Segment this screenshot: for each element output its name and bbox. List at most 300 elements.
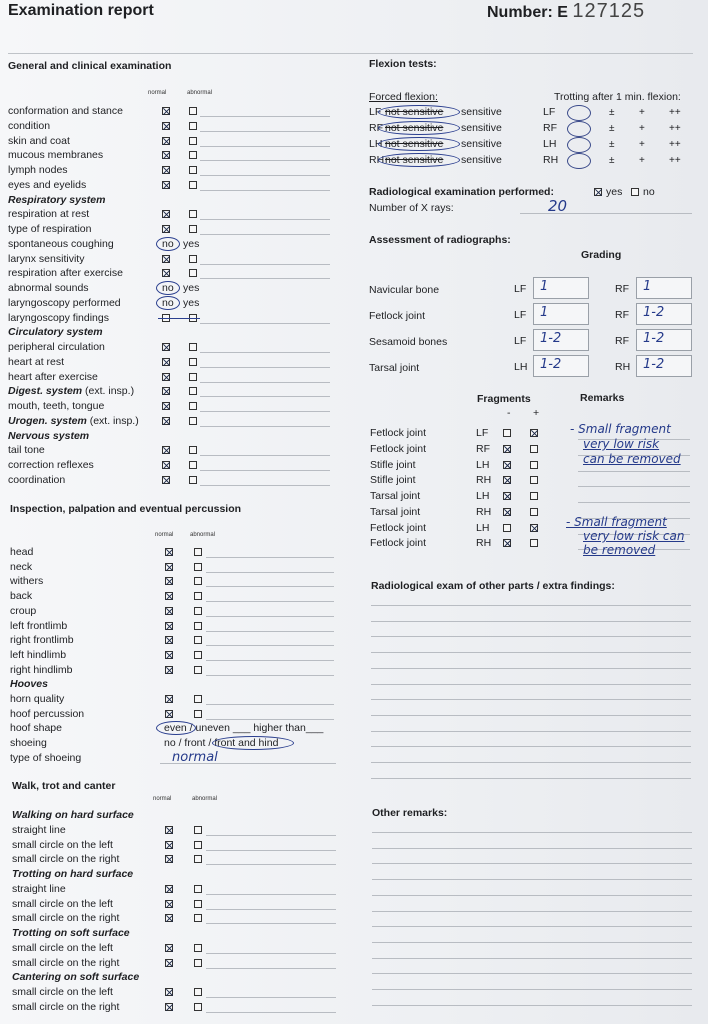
fragment-row-label: Stifle joint xyxy=(370,458,416,471)
inspection-row-label: back xyxy=(10,590,33,603)
strike-line xyxy=(158,318,200,319)
other-remarks-line[interactable] xyxy=(372,942,692,943)
other-parts-title: Radiological exam of other parts / extra findings: xyxy=(371,580,615,592)
general-row-label: correction reflexes xyxy=(8,459,94,471)
fragment-row-label: Fetlock joint xyxy=(370,427,427,439)
abnormal-checkbox[interactable] xyxy=(189,358,197,366)
assessment-left-leg: LF xyxy=(514,335,527,347)
fragment-minus-checkbox[interactable] xyxy=(503,508,511,516)
inspection-section-title: Inspection, palpation and eventual percussion xyxy=(10,503,242,515)
other-parts-line[interactable] xyxy=(371,762,691,763)
inspection-row-label: hoof shape xyxy=(10,722,62,735)
sensitive-option[interactable]: sensitive xyxy=(461,138,502,150)
normal-checkbox[interactable] xyxy=(162,387,170,395)
not-sensitive-option[interactable]: not sensitive xyxy=(385,138,444,150)
normal-checkbox[interactable] xyxy=(162,358,170,366)
notes-line xyxy=(206,616,334,617)
radiological-no-checkbox[interactable] xyxy=(631,188,639,196)
grade-left-box[interactable] xyxy=(533,303,589,325)
general-row-label: condition xyxy=(8,119,51,132)
notes-line xyxy=(206,968,336,969)
normal-checkbox[interactable] xyxy=(162,225,170,233)
inspection-col-normal: normal xyxy=(155,532,174,538)
normal-checkbox[interactable] xyxy=(165,988,173,996)
abnormal-checkbox[interactable] xyxy=(194,563,202,571)
abnormal-checkbox[interactable] xyxy=(189,343,197,351)
fragment-minus-checkbox[interactable] xyxy=(503,524,511,532)
fragments-minus: - xyxy=(507,407,511,419)
general-subheading: Nervous system xyxy=(8,429,90,442)
walk-row-label: small circle on the left xyxy=(12,986,113,998)
flexion-leg: LF xyxy=(543,106,556,118)
fragment-leg: LH xyxy=(476,521,490,534)
other-remarks-line[interactable] xyxy=(372,895,692,896)
normal-checkbox[interactable] xyxy=(165,841,173,849)
flexion-leg: LH xyxy=(543,138,557,150)
abnormal-checkbox[interactable] xyxy=(189,151,197,159)
notes-line xyxy=(206,953,336,954)
normal-checkbox[interactable] xyxy=(162,417,170,425)
report-number xyxy=(487,0,645,23)
grade-right-box[interactable] xyxy=(636,329,692,351)
normal-checkbox[interactable] xyxy=(165,563,173,571)
fragment-minus-checkbox[interactable] xyxy=(503,429,511,437)
other-remarks-line[interactable] xyxy=(372,848,692,849)
general-row-label: abnormal sounds xyxy=(8,282,89,294)
radiological-performed-label: Radiological examination performed: xyxy=(369,186,554,198)
general-row-label: spontaneous coughing xyxy=(8,237,114,250)
grade-right-value: 1-2 xyxy=(643,305,665,320)
not-sensitive-option[interactable]: not sensitive xyxy=(385,154,444,166)
notes-line xyxy=(206,660,334,661)
normal-checkbox[interactable] xyxy=(162,269,170,277)
notes-line xyxy=(200,485,330,486)
notes-line xyxy=(206,719,334,720)
fragment-minus-checkbox[interactable] xyxy=(503,492,511,500)
fragment-row-label: Stifle joint xyxy=(370,474,416,487)
inspection-row-label: right frontlimb xyxy=(10,634,74,647)
grade-right-box[interactable] xyxy=(636,355,692,377)
general-subheading: Circulatory system xyxy=(8,326,103,339)
other-remarks-title: Other remarks: xyxy=(372,807,448,819)
choice-no[interactable]: no xyxy=(162,296,174,309)
fragment-minus-checkbox[interactable] xyxy=(503,445,511,453)
abnormal-checkbox[interactable] xyxy=(194,710,202,718)
other-parts-line[interactable] xyxy=(371,652,691,653)
normal-checkbox[interactable] xyxy=(162,107,170,115)
other-parts-line[interactable] xyxy=(371,605,691,606)
abnormal-checkbox[interactable] xyxy=(194,622,202,630)
abnormal-checkbox[interactable] xyxy=(189,461,197,469)
fragment-minus-checkbox[interactable] xyxy=(503,461,511,469)
abnormal-checkbox[interactable] xyxy=(194,695,202,703)
other-remarks-line[interactable] xyxy=(372,911,692,912)
other-parts-line[interactable] xyxy=(371,699,691,700)
abnormal-checkbox[interactable] xyxy=(194,548,202,556)
normal-checkbox[interactable] xyxy=(165,914,173,922)
choice-yes[interactable]: yes xyxy=(183,282,200,294)
walk-row-label: small circle on the right xyxy=(12,1000,120,1013)
notes-line xyxy=(200,234,330,235)
normal-checkbox[interactable] xyxy=(165,1003,173,1011)
other-remarks-line[interactable] xyxy=(372,879,692,880)
fragment-remark[interactable]: - Small fragment xyxy=(566,515,667,529)
normal-checkbox[interactable] xyxy=(162,446,170,454)
sensitive-option[interactable]: sensitive xyxy=(461,106,502,118)
fragment-remark[interactable]: be removed xyxy=(583,543,656,557)
general-row-label: mucous membranes xyxy=(8,149,104,162)
choice-yes[interactable]: yes xyxy=(183,296,200,309)
general-row-label: peripheral circulation xyxy=(8,341,105,353)
abnormal-checkbox[interactable] xyxy=(194,959,202,967)
fragments-title: Fragments xyxy=(477,393,531,405)
abnormal-checkbox[interactable] xyxy=(189,269,197,277)
abnormal-checkbox[interactable] xyxy=(194,607,202,615)
inspection-row-label: neck xyxy=(10,560,33,573)
abnormal-checkbox[interactable] xyxy=(194,577,202,585)
abnormal-checkbox[interactable] xyxy=(189,107,197,115)
inspection-row-value[interactable]: no / front / front and hind xyxy=(164,737,279,750)
inspection-row-label: croup xyxy=(10,604,37,617)
abnormal-checkbox[interactable] xyxy=(194,841,202,849)
flexion-grade[interactable]: + xyxy=(639,123,645,134)
notes-line xyxy=(206,586,334,587)
sensitive-option[interactable]: sensitive xyxy=(461,154,502,166)
grade-left-value: 1 xyxy=(540,305,549,320)
general-subheading xyxy=(8,385,134,397)
fragment-remark[interactable]: can be removed xyxy=(583,452,681,466)
fragment-minus-checkbox[interactable] xyxy=(503,476,511,484)
assessment-left-leg: LH xyxy=(514,361,528,373)
abnormal-checkbox[interactable] xyxy=(189,373,197,381)
fragment-plus-checkbox[interactable] xyxy=(530,476,538,484)
assessment-right-leg: RF xyxy=(615,283,629,295)
other-parts-line[interactable] xyxy=(371,636,691,637)
forced-flexion-label: Forced flexion: xyxy=(369,91,438,103)
trotting-result-circle[interactable] xyxy=(567,137,591,153)
radiological-no-label: no xyxy=(643,186,655,198)
grade-right-box[interactable] xyxy=(636,303,692,325)
fragment-minus-checkbox[interactable] xyxy=(503,539,511,547)
abnormal-checkbox[interactable] xyxy=(194,666,202,674)
inspection-row-label: left hindlimb xyxy=(10,648,67,661)
normal-checkbox[interactable] xyxy=(165,710,173,718)
other-parts-line[interactable] xyxy=(371,668,691,669)
grade-left-box[interactable] xyxy=(533,277,589,299)
normal-checkbox[interactable] xyxy=(165,900,173,908)
notes-line xyxy=(206,864,336,865)
notes-line xyxy=(200,426,330,427)
fragments-plus: + xyxy=(533,407,540,419)
abnormal-checkbox[interactable] xyxy=(189,255,197,263)
other-remarks-line[interactable] xyxy=(372,1005,692,1006)
fragment-leg: LH xyxy=(476,458,490,471)
choice-no[interactable]: no xyxy=(162,237,174,250)
abnormal-checkbox[interactable] xyxy=(189,446,197,454)
fragment-leg: RH xyxy=(476,474,492,487)
abnormal-checkbox[interactable] xyxy=(194,1003,202,1011)
abnormal-checkbox[interactable] xyxy=(189,225,197,233)
notes-line xyxy=(200,264,330,265)
fragment-row-label: Fetlock joint xyxy=(370,521,427,534)
remarks-line xyxy=(578,471,690,472)
assessment-left-leg: LF xyxy=(514,283,527,295)
abnormal-checkbox[interactable] xyxy=(189,402,197,410)
assessment-row-label: Navicular bone xyxy=(369,284,440,296)
notes-line xyxy=(206,675,334,676)
notes-line xyxy=(206,923,336,924)
normal-checkbox[interactable] xyxy=(165,944,173,952)
choice-no[interactable]: no xyxy=(162,282,174,294)
abnormal-checkbox[interactable] xyxy=(194,826,202,834)
general-row-label: conformation and stance xyxy=(8,105,123,117)
normal-checkbox[interactable] xyxy=(162,373,170,381)
xrays-line xyxy=(520,213,692,214)
general-row-label: lymph nodes xyxy=(8,164,68,176)
notes-line xyxy=(200,116,330,117)
normal-checkbox[interactable] xyxy=(165,651,173,659)
subheading-suffix: (ext. insp.) xyxy=(89,414,139,427)
other-remarks-line[interactable] xyxy=(372,973,692,974)
notes-line xyxy=(206,645,334,646)
abnormal-checkbox[interactable] xyxy=(194,900,202,908)
normal-checkbox[interactable] xyxy=(162,476,170,484)
abnormal-checkbox[interactable] xyxy=(194,855,202,863)
not-sensitive-circle xyxy=(378,121,460,135)
abnormal-checkbox[interactable] xyxy=(189,137,197,145)
normal-checkbox[interactable] xyxy=(162,166,170,174)
other-parts-line[interactable] xyxy=(371,621,691,622)
abnormal-checkbox[interactable] xyxy=(194,885,202,893)
normal-checkbox[interactable] xyxy=(162,137,170,145)
other-remarks-line[interactable] xyxy=(372,989,692,990)
normal-checkbox[interactable] xyxy=(165,592,173,600)
remarks-line xyxy=(578,486,690,487)
not-sensitive-circle xyxy=(378,105,460,119)
fragment-plus-checkbox[interactable] xyxy=(530,524,538,532)
trotting-result-circle[interactable] xyxy=(567,121,591,137)
other-parts-line[interactable] xyxy=(371,684,691,685)
general-row-label: tail tone xyxy=(8,444,45,457)
fragment-row-label: Tarsal joint xyxy=(370,490,421,502)
notes-line xyxy=(206,704,334,705)
abnormal-checkbox[interactable] xyxy=(194,592,202,600)
fragment-plus-checkbox[interactable] xyxy=(530,445,538,453)
grade-right-box[interactable] xyxy=(636,277,692,299)
walk-col-abnormal: abnormal xyxy=(192,796,218,802)
grading-label: Grading xyxy=(581,249,622,261)
normal-checkbox[interactable] xyxy=(165,548,173,556)
notes-line xyxy=(200,131,330,132)
other-parts-line[interactable] xyxy=(371,715,691,716)
notes-line xyxy=(200,470,330,471)
notes-line xyxy=(206,601,334,602)
general-row-label: coordination xyxy=(8,473,66,486)
fragment-plus-checkbox[interactable] xyxy=(530,508,538,516)
general-row-label: laryngoscopy findings xyxy=(8,311,109,324)
inspection-row-label: left frontlimb xyxy=(10,619,68,632)
fragment-plus-checkbox[interactable] xyxy=(530,492,538,500)
notes-line xyxy=(206,631,334,632)
fragment-leg: RH xyxy=(476,505,492,518)
normal-checkbox[interactable] xyxy=(165,607,173,615)
other-remarks-line[interactable] xyxy=(372,863,692,864)
flexion-grade[interactable]: ++ xyxy=(669,107,681,118)
notes-line xyxy=(200,219,330,220)
walk-subheading: Trotting on soft surface xyxy=(12,927,130,939)
inspection-col-abnormal: abnormal xyxy=(190,532,216,538)
notes-line xyxy=(200,190,330,191)
assessment-title: Assessment of radiographs: xyxy=(369,234,511,246)
notes-line xyxy=(206,894,336,895)
not-sensitive-circle xyxy=(378,153,460,167)
grade-right-value: 1-2 xyxy=(643,331,665,346)
notes-line xyxy=(200,352,330,353)
other-parts-line[interactable] xyxy=(371,746,691,747)
flexion-grade[interactable]: ± xyxy=(609,107,615,118)
general-row-label: heart at rest xyxy=(8,355,65,368)
abnormal-checkbox[interactable] xyxy=(194,988,202,996)
walk-subheading: Trotting on hard surface xyxy=(12,868,134,880)
general-row-label: skin and coat xyxy=(8,134,70,147)
flexion-grade[interactable]: ++ xyxy=(669,155,681,166)
notes-line xyxy=(206,835,336,836)
abnormal-checkbox[interactable] xyxy=(189,181,197,189)
not-sensitive-option[interactable]: not sensitive xyxy=(385,106,444,118)
walk-row-label: small circle on the left xyxy=(12,897,113,910)
grade-left-box[interactable] xyxy=(533,329,589,351)
sensitive-option[interactable]: sensitive xyxy=(461,122,502,134)
fragment-row-label: Tarsal joint xyxy=(370,505,421,518)
assessment-row-label: Sesamoid bones xyxy=(369,336,448,348)
grade-left-box[interactable] xyxy=(533,355,589,377)
notes-line xyxy=(200,367,330,368)
flexion-prefix: LH xyxy=(369,138,383,150)
general-subheading xyxy=(8,415,139,427)
grade-right-value: 1 xyxy=(643,279,652,294)
radiological-yes-checkbox[interactable] xyxy=(594,188,602,196)
fragment-plus-checkbox[interactable] xyxy=(530,461,538,469)
inspection-row-label: shoeing xyxy=(10,737,47,750)
other-remarks-line[interactable] xyxy=(372,926,692,927)
shoeing-type-value[interactable]: normal xyxy=(172,749,218,765)
notes-line xyxy=(200,160,330,161)
abnormal-checkbox[interactable] xyxy=(189,166,197,174)
walk-row-label: small circle on the right xyxy=(12,956,120,969)
other-remarks-line[interactable] xyxy=(372,832,692,833)
flexion-prefix: RH xyxy=(369,154,385,166)
grade-right-value: 1-2 xyxy=(643,357,665,372)
other-remarks-line[interactable] xyxy=(372,958,692,959)
fragment-leg: LF xyxy=(476,427,489,439)
abnormal-checkbox[interactable] xyxy=(194,651,202,659)
grade-left-value: 1 xyxy=(540,279,549,294)
flexion-grade[interactable]: ± xyxy=(609,123,615,134)
fragment-remark[interactable]: very low risk can xyxy=(583,529,685,543)
fragment-leg: LH xyxy=(476,490,490,502)
normal-checkbox[interactable] xyxy=(165,826,173,834)
general-col-abnormal: abnormal xyxy=(187,90,213,96)
normal-checkbox[interactable] xyxy=(165,622,173,630)
fragment-remark[interactable]: very low risk xyxy=(583,437,660,451)
normal-checkbox[interactable] xyxy=(165,666,173,674)
fragment-plus-checkbox[interactable] xyxy=(530,539,538,547)
grade-left-value: 1-2 xyxy=(540,357,562,372)
flexion-grade[interactable]: ± xyxy=(609,155,615,166)
notes-line xyxy=(200,382,330,383)
normal-checkbox[interactable] xyxy=(165,855,173,863)
normal-checkbox[interactable] xyxy=(165,636,173,644)
abnormal-checkbox[interactable] xyxy=(194,944,202,952)
walk-subheading: Cantering on soft surface xyxy=(12,971,140,984)
remarks-title: Remarks xyxy=(580,392,625,404)
subheading-suffix: (ext. insp.) xyxy=(85,385,135,398)
flexion-grade[interactable]: ± xyxy=(609,139,615,150)
general-row-label: eyes and eyelids xyxy=(8,178,87,191)
walk-subheading: Walking on hard surface xyxy=(12,809,134,821)
notes-line xyxy=(206,909,336,910)
flexion-grade[interactable]: ++ xyxy=(669,123,681,134)
trotting-result-circle[interactable] xyxy=(567,105,591,121)
trotting-flexion-label: Trotting after 1 min. flexion: xyxy=(554,91,681,103)
walk-row-label: small circle on the left xyxy=(12,838,113,851)
normal-checkbox[interactable] xyxy=(165,959,173,967)
abnormal-checkbox[interactable] xyxy=(189,417,197,425)
flexion-grade[interactable]: + xyxy=(639,155,645,166)
choice-yes[interactable]: yes xyxy=(183,237,200,250)
subheading-label: Urogen. system xyxy=(8,414,87,427)
other-parts-line[interactable] xyxy=(371,731,691,732)
flexion-grade[interactable]: ++ xyxy=(669,139,681,150)
assessment-right-leg: RF xyxy=(615,309,629,321)
abnormal-checkbox[interactable] xyxy=(194,914,202,922)
normal-checkbox[interactable] xyxy=(162,402,170,410)
normal-checkbox[interactable] xyxy=(162,343,170,351)
number-label: Number: E xyxy=(487,4,568,21)
normal-checkbox[interactable] xyxy=(162,122,170,130)
page-title: Examination report xyxy=(8,2,154,19)
abnormal-checkbox[interactable] xyxy=(189,210,197,218)
other-parts-line[interactable] xyxy=(371,778,691,779)
not-sensitive-option[interactable]: not sensitive xyxy=(385,122,444,134)
assessment-row-label: Fetlock joint xyxy=(369,310,426,322)
xrays-value[interactable]: 20 xyxy=(548,197,568,215)
normal-checkbox[interactable] xyxy=(162,181,170,189)
abnormal-checkbox[interactable] xyxy=(189,476,197,484)
flexion-grade[interactable]: + xyxy=(639,139,645,150)
inspection-row-value[interactable]: even / uneven ___ higher than___ xyxy=(164,722,324,735)
abnormal-checkbox[interactable] xyxy=(189,122,197,130)
abnormal-checkbox[interactable] xyxy=(194,636,202,644)
normal-checkbox[interactable] xyxy=(162,255,170,263)
normal-checkbox[interactable] xyxy=(165,577,173,585)
general-subheading: Respiratory system xyxy=(8,193,106,206)
flexion-grade[interactable]: + xyxy=(639,107,645,118)
fragment-plus-checkbox[interactable] xyxy=(530,429,538,437)
header-divider xyxy=(8,53,693,54)
abnormal-checkbox[interactable] xyxy=(189,387,197,395)
normal-checkbox[interactable] xyxy=(162,210,170,218)
normal-checkbox[interactable] xyxy=(162,151,170,159)
notes-line xyxy=(200,175,330,176)
fragment-remark[interactable]: - Small fragment xyxy=(570,422,671,436)
normal-checkbox[interactable] xyxy=(165,885,173,893)
normal-checkbox[interactable] xyxy=(165,695,173,703)
trotting-result-circle[interactable] xyxy=(567,153,591,169)
general-row-label: respiration after exercise xyxy=(8,267,123,280)
notes-line xyxy=(206,572,334,573)
normal-checkbox[interactable] xyxy=(162,461,170,469)
